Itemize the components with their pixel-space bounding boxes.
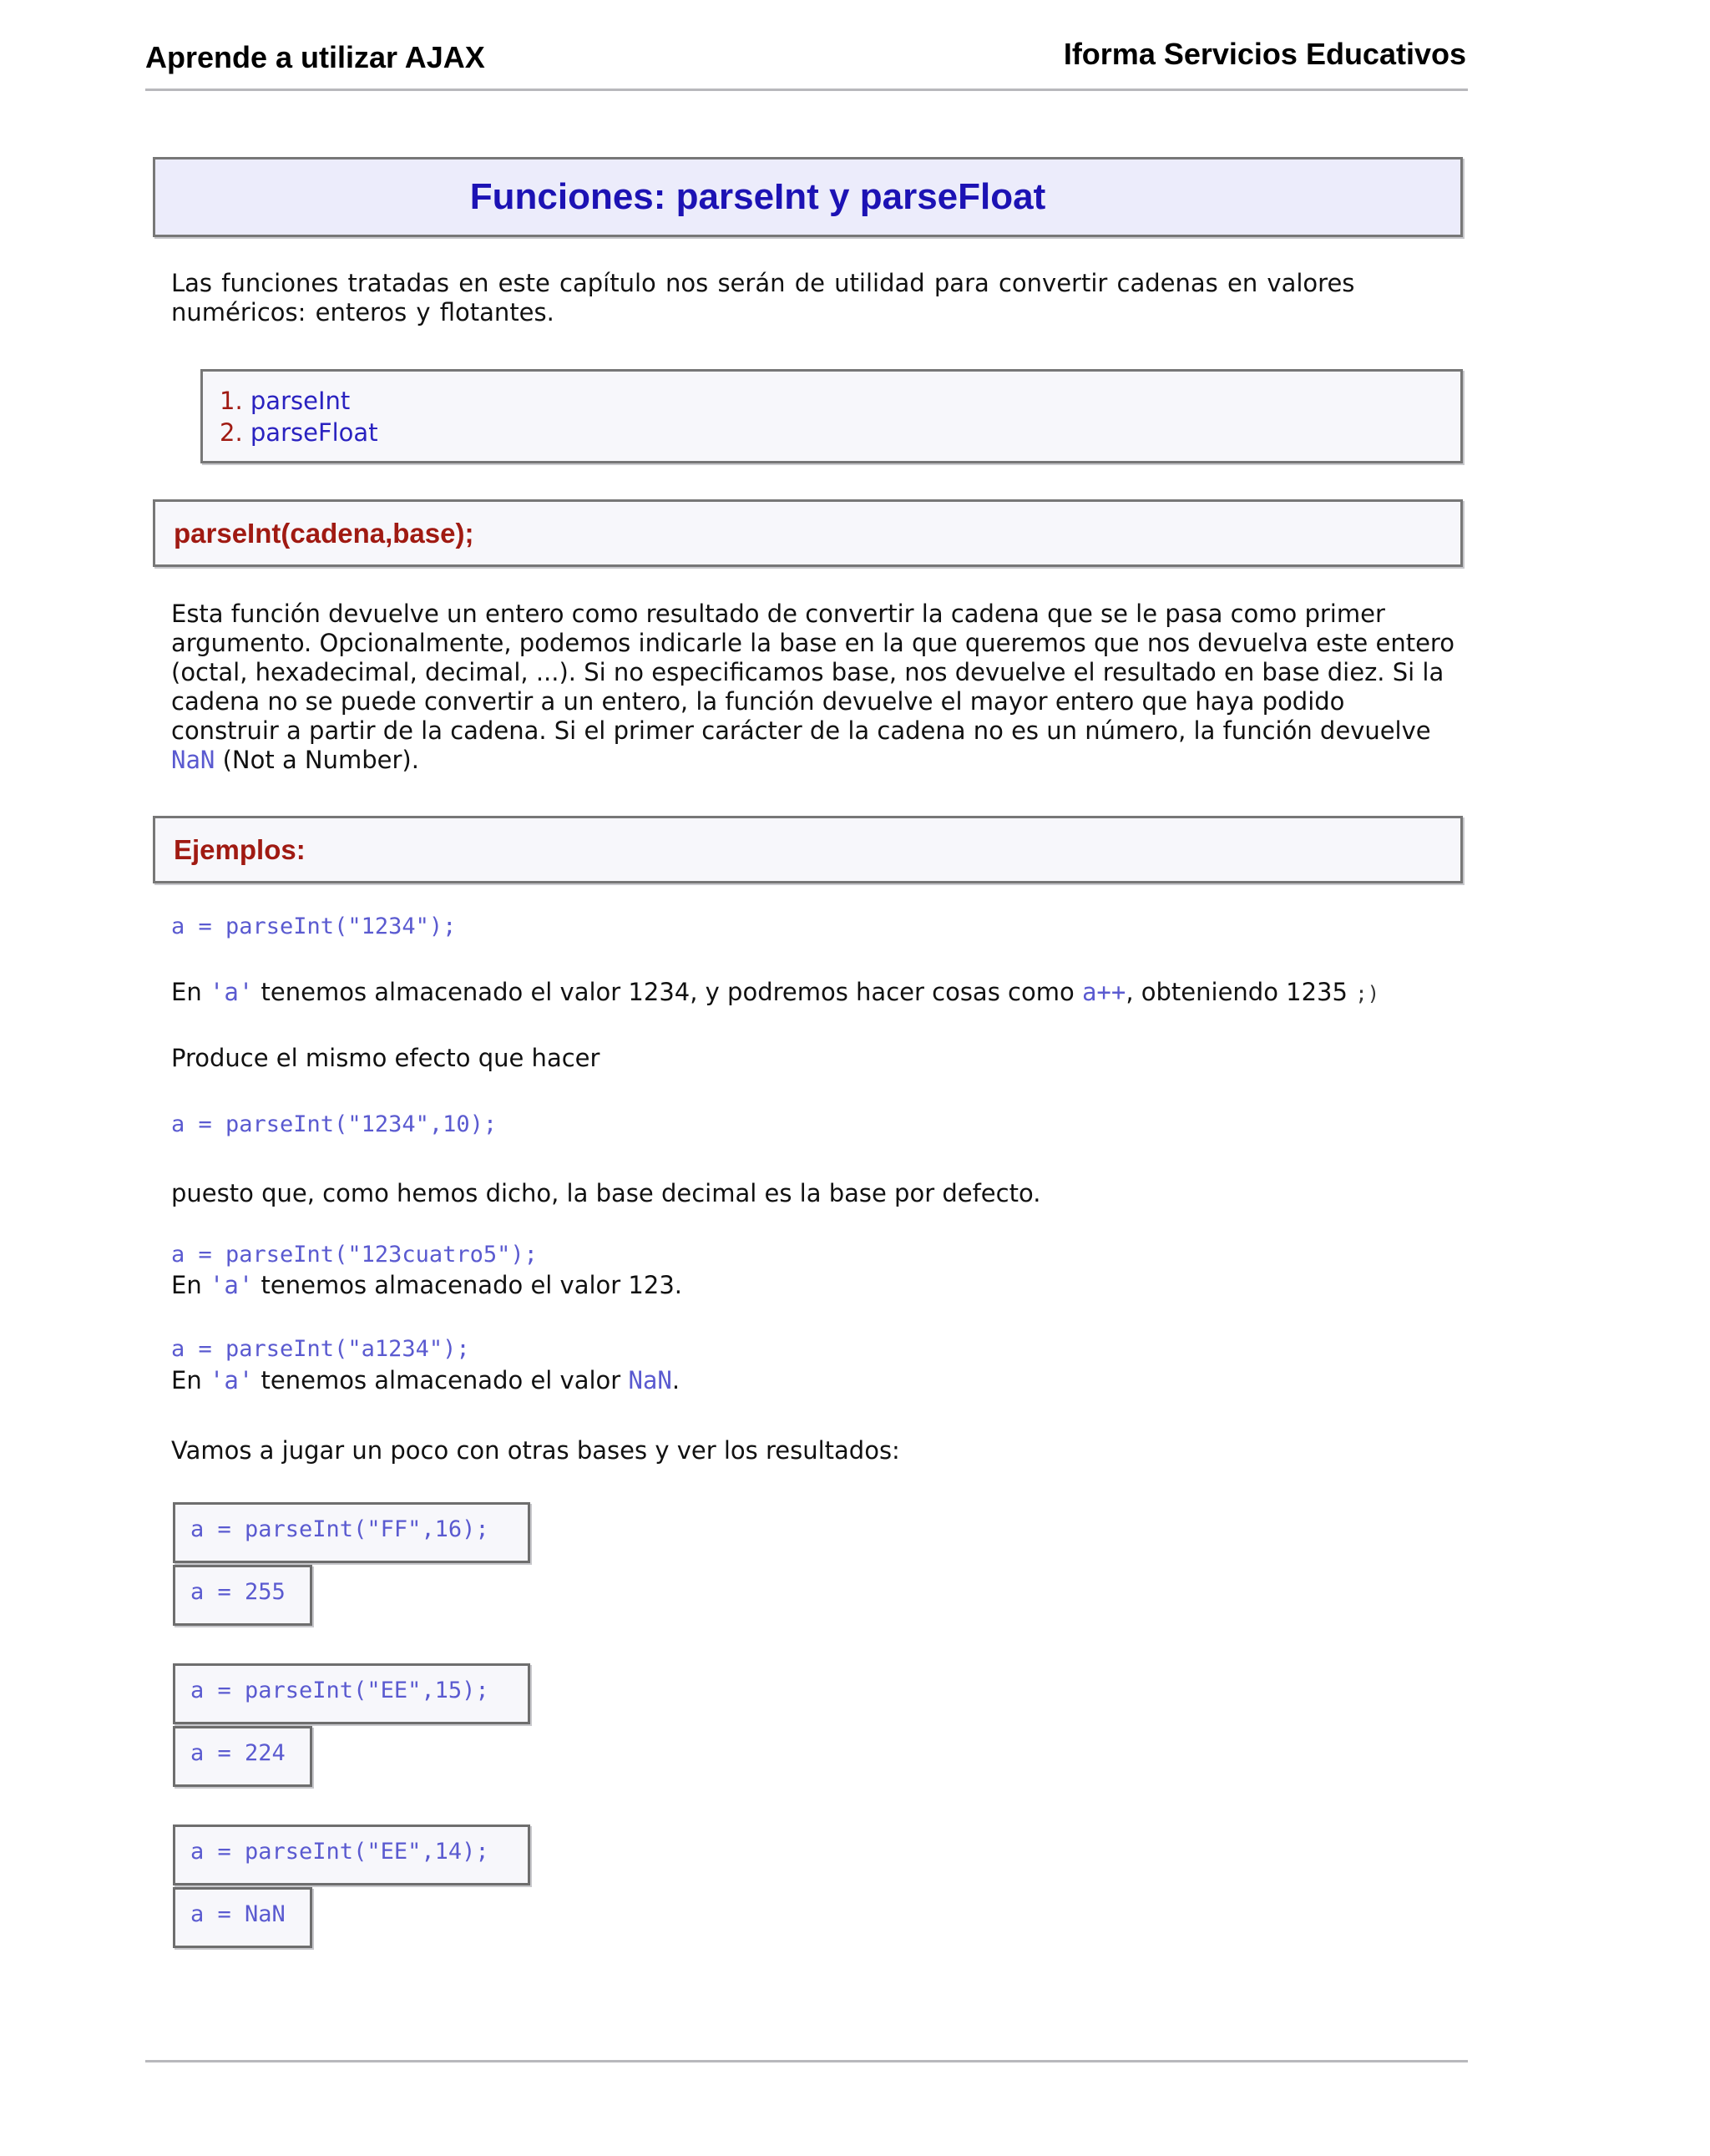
title-box [153,157,1463,237]
example-4-explanation: En 'a' tenemos almacenado el valor NaN. [171,1366,680,1394]
example-1-explanation: En 'a' tenemos almacenado el valor 1234, y podremos hacer cosas como a++, obteniendo 1235 ;) [171,978,1380,1006]
base-example-1-code: a = parseInt("FF",16); [173,1502,530,1563]
intro-paragraph: Las funciones tratadas en este capítulo nos serán de utilidad para convertir cadenas en valores numéricos: enteros y flotantes. [171,269,1355,326]
other-bases-text: Vamos a jugar un poco con otras bases y ver los resultados: [171,1436,900,1465]
default-base-text: puesto que, como hemos dicho, la base decimal es la base por defecto. [171,1179,1041,1207]
nan-code: NaN [171,746,215,774]
example-3-explanation: En 'a' tenemos almacenado el valor 123. [171,1271,683,1299]
header-divider [145,89,1468,91]
base-example-2-code: a = parseInt("EE",15); [173,1663,530,1724]
code-example-4: a = parseInt("a1234"); [171,1336,470,1362]
toc-link-parsefloat[interactable]: parseFloat [250,418,378,447]
toc-item[interactable]: 2. parseFloat [220,418,378,447]
code-example-1: a = parseInt("1234"); [171,914,457,939]
base-example-3-code: a = parseInt("EE",14); [173,1825,530,1885]
footer-divider [145,2060,1468,2062]
toc-link-parseint[interactable]: parseInt [250,387,351,415]
section-heading-parseint: parseInt(cadena,base); [153,499,1463,567]
code-example-2: a = parseInt("1234",10); [171,1111,498,1137]
header-left-title: Aprende a utilizar AJAX [145,40,485,74]
same-effect-text: Produce el mismo efecto que hacer [171,1044,600,1072]
table-of-contents [200,369,1463,463]
header-right-title: Iforma Servicios Educativos [1063,37,1466,71]
parseint-description: Esta función devuelve un entero como resultado de convertir la cadena que se le pasa como primer argumento. Opcionalmente, podemos indicarle la base en la que queremos que nos devuelva este entero (octal, hexadecimal, decimal, ...). Si no especificamos base, nos devuelve el resultado en base diez. Si la cadena no se puede convertir a un entero, la función devuelve el mayor entero que haya podido construir a partir de la cadena. Si el primer carácter de la cadena no es un número, la función devuelve NaN (Not a Number). [171,600,1455,774]
toc-item[interactable]: 1. parseInt [220,387,351,415]
base-example-3-result: a = NaN [173,1887,312,1948]
code-example-3: a = parseInt("123cuatro5"); [171,1242,538,1268]
section-heading-examples: Ejemplos: [153,816,1463,883]
base-example-1-result: a = 255 [173,1565,312,1626]
page-title: Funciones: parseInt y parseFloat [469,176,1046,217]
base-example-2-result: a = 224 [173,1726,312,1787]
